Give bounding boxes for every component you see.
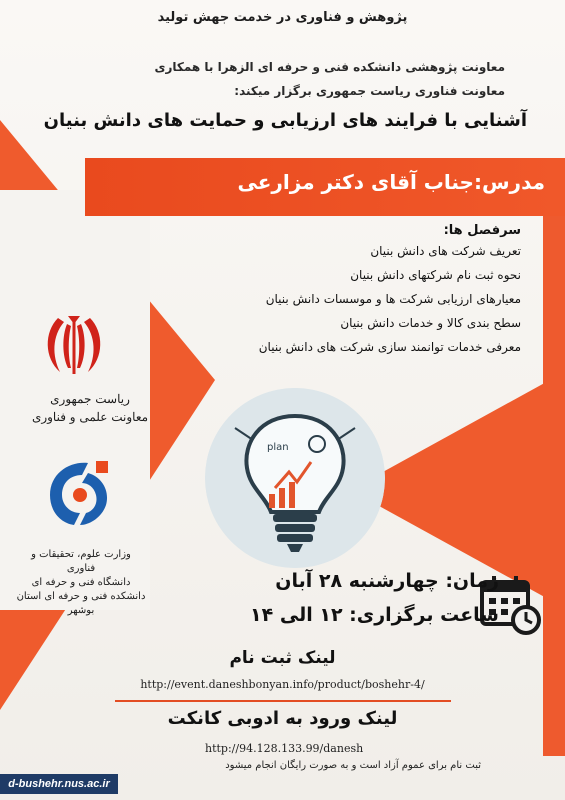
adobe-connect-link[interactable]: http://94.128.133.99/danesh xyxy=(205,742,364,755)
adobe-connect-label: لینک ورود به ادوبی کانکت xyxy=(167,708,398,729)
svg-text:plan: plan xyxy=(267,442,289,453)
topic-item: معرفی خدمات توانمند سازی شرکت های دانش بنیان xyxy=(258,340,521,354)
ministry-line-1: وزارت علوم، تحقیقات و فناوری xyxy=(31,549,131,574)
presidency-logo-text xyxy=(30,390,150,426)
university-logo-icon xyxy=(40,455,118,533)
header-line-1: معاونت پژوهشی دانشکده فنی و حرفه ای الزهرا با همکاری xyxy=(154,60,505,74)
topic-item: تعریف شرکت های دانش بنیان xyxy=(370,244,521,258)
divider xyxy=(115,700,451,702)
ministry-line-2: دانشگاه فنی و حرفه ای xyxy=(31,577,131,588)
topics-heading: سرفصل ها: xyxy=(443,223,521,238)
topic-item: سطح بندی کالا و خدمات دانش بنیان xyxy=(340,316,521,330)
registration-label: لینک ثبت نام xyxy=(229,648,336,668)
header-line-2: معاونت فناوری ریاست جمهوری برگزار میکند: xyxy=(234,84,505,98)
lightbulb-illustration xyxy=(205,388,385,568)
motto: پژوهش و فناوری در خدمت جهش تولید xyxy=(157,10,408,25)
footer-site-tag[interactable]: d-bushehr.nus.ac.ir xyxy=(0,774,118,794)
iran-emblem-icon xyxy=(38,312,110,382)
ministry-line-3: دانشکده فنی و حرفه ای استان بوشهر xyxy=(16,591,146,616)
registration-link[interactable]: http://event.daneshbonyan.info/product/boshehr-4/ xyxy=(140,678,425,691)
teacher-name: مدرس:جناب آقای دکتر مزارعی xyxy=(237,170,545,194)
event-date: زمان: چهارشنبه ۲۸ آبان xyxy=(275,570,499,592)
presidency-line-1: ریاست جمهوری xyxy=(50,392,130,406)
page-title: آشنایی با فرایند های ارزیابی و حمایت های دانش بنیان xyxy=(43,110,527,131)
topic-item: معیارهای ارزیابی شرکت ها و موسسات دانش بنیان xyxy=(265,292,521,306)
presidency-line-2: معاونت علمی و فناوری xyxy=(31,410,149,424)
free-registration-note: ثبت نام برای عموم آزاد است و به صورت رایگان انجام میشود xyxy=(225,760,481,771)
event-hours: ساعت برگزاری: ۱۲ الی ۱۴ xyxy=(250,604,499,626)
topic-item: نحوه ثبت نام شرکتهای دانش بنیان xyxy=(350,268,521,282)
